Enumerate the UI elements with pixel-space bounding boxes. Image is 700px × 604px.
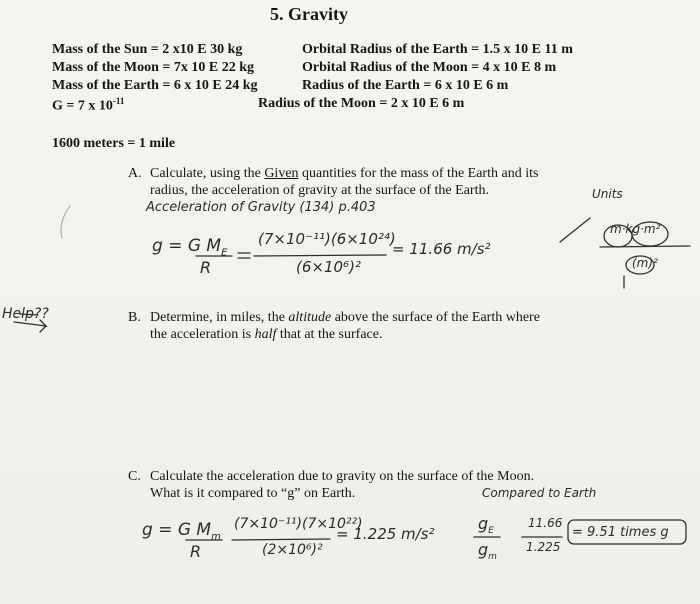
handwritten-compared-note: Compared to Earth: [482, 486, 597, 500]
eq-c-lhs-text: g = G M: [142, 520, 212, 540]
question-c-line-2: What is it compared to “g” on Earth.: [150, 486, 356, 501]
faint-margin-mark: [61, 206, 70, 238]
handwritten-result-a: = 11.66 m/s²: [392, 240, 491, 258]
ratio-num-symbol: g: [478, 514, 489, 533]
handwritten-eq-c-den-lhs: R: [190, 542, 202, 561]
question-b-text-4: that at the surface.: [276, 327, 383, 342]
fraction-bar-eq-a-rhs: [254, 255, 386, 256]
ratio-den-subscript: m: [488, 552, 497, 563]
handwritten-eq-a-den-lhs: R: [200, 258, 212, 277]
question-c-text-1: Calculate the acceleration due to gravity on the surface of the Moon.: [150, 469, 535, 484]
handwritten-units-label: Units: [592, 187, 623, 201]
handwritten-eq-c-numerator: (7×10⁻¹¹)(7×10²²): [234, 516, 363, 532]
radius-of-earth: Radius of the Earth = 6 x 10 E 6 m: [302, 78, 509, 93]
question-b-letter: B.: [128, 310, 141, 325]
question-a-letter: A.: [128, 166, 142, 181]
g-constant-exponent: -11: [112, 96, 125, 106]
help-arrow: [14, 320, 46, 332]
handwritten-eq-a-numerator: (7×10⁻¹¹)(6×10²⁴): [258, 230, 396, 248]
page-title: 5. Gravity: [270, 4, 348, 24]
question-a-line-2: radius, the acceleration of gravity at the surface of the Earth.: [150, 183, 489, 198]
orbital-radius-earth: Orbital Radius of the Earth = 1.5 x 10 E 11 m: [302, 42, 573, 57]
question-b-text-2: above the surface of the Earth where: [331, 310, 540, 325]
handwritten-units-numerator: m·kg·m²: [610, 222, 661, 236]
question-b-text-3: the acceleration is: [150, 327, 255, 342]
mass-of-moon: Mass of the Moon = 7x 10 E 22 kg: [52, 60, 255, 75]
handwritten-eq-a-denominator: (6×10⁶)²: [296, 258, 361, 276]
ratio-num-subscript: E: [488, 526, 494, 537]
question-b-half-word: half: [254, 327, 277, 342]
radius-of-moon: Radius of the Moon = 2 x 10 E 6 m: [258, 96, 465, 111]
question-b-text-1: Determine, in miles, the: [150, 310, 289, 325]
orbital-radius-moon: Orbital Radius of the Moon = 4 x 10 E 8 m: [302, 60, 557, 75]
ratio-den-symbol: g: [478, 540, 489, 559]
question-c-letter: C.: [128, 469, 141, 484]
g-constant-base: G = 7 x 10: [52, 98, 113, 114]
eq-a-subscript: E: [221, 247, 228, 259]
fraction-bar-eq-c-rhs: [232, 539, 330, 540]
eq-c-subscript: m: [211, 531, 221, 543]
question-a-text-2: quantities for the mass of the Earth and its: [298, 166, 539, 181]
units-circle-1: [604, 225, 632, 247]
mass-of-sun: Mass of the Sun = 2 x10 E 30 kg: [52, 42, 243, 57]
mile-conversion: 1600 meters = 1 mile: [52, 136, 176, 151]
units-circle-2: [632, 222, 668, 246]
question-b-altitude-word: altitude: [288, 310, 332, 325]
eq-a-lhs-text: g = G M: [152, 236, 222, 256]
units-circle-3: [626, 256, 654, 274]
question-a-text-1: Calculate, using the: [150, 166, 265, 181]
handwritten-help-note: Help??: [2, 306, 49, 322]
handwritten-ratio-value-num: 11.66: [528, 516, 563, 530]
handwritten-eq-c-denominator: (2×10⁶)²: [262, 542, 323, 558]
question-a-given-word: Given: [264, 166, 299, 181]
mass-of-earth: Mass of the Earth = 6 x 10 E 24 kg: [52, 78, 258, 93]
handwritten-ratio-value-den: 1.225: [526, 540, 561, 554]
handwritten-units-denominator: (m)²: [632, 256, 658, 270]
handwritten-ratio-result: = 9.51 times g: [572, 525, 669, 540]
handwritten-accel-note: Acceleration of Gravity (134) p.403: [146, 200, 376, 215]
help-underline: [20, 314, 38, 315]
ratio-result-box: [568, 520, 686, 544]
handwritten-result-c: = 1.225 m/s²: [336, 525, 435, 543]
units-strike-mark: [560, 218, 590, 242]
